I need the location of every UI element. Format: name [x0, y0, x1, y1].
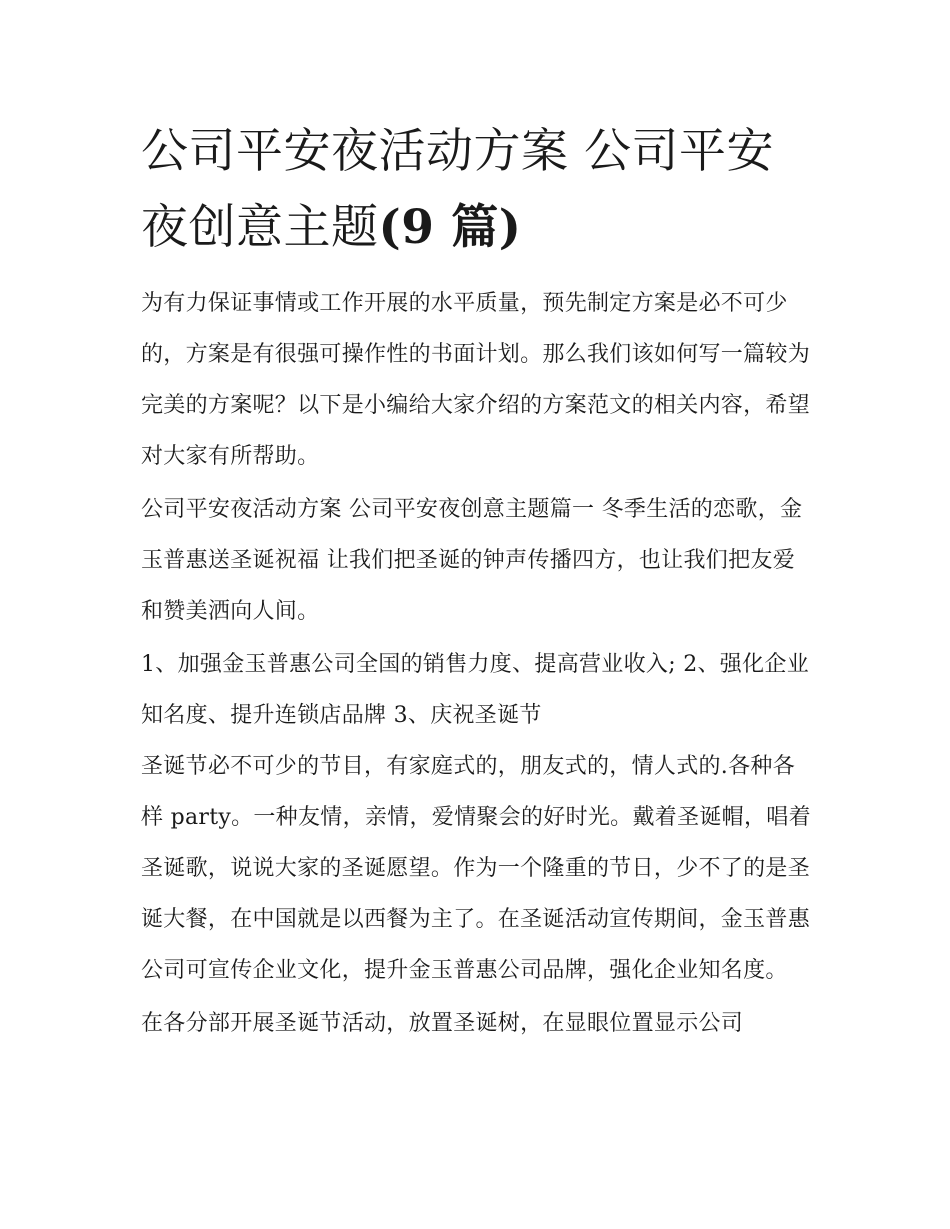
intro-paragraph: 为有力保证事情或工作开展的水平质量，预先制定方案是必不可少的，方案是有很强可操作性的书面计划。那么我们该如何写一篇较为完美的方案呢？以下是小编给大家介绍的方案范文的相关内容，希望对大家有所帮助。 [141, 291, 811, 469]
document-title [141, 114, 813, 266]
document-page [141, 114, 813, 1049]
activity-paragraph: 在各分部开展圣诞节活动，放置圣诞树，在显眼位置显示公司 [141, 1011, 744, 1036]
title-text: 公司平安夜活动方案 公司平安夜创意主题 [141, 124, 774, 255]
section-one-paragraph: 公司平安夜活动方案 公司平安夜创意主题篇一 冬季生活的恋歌，金玉普惠送圣诞祝福 让我们把圣诞的钟声传播四方，也让我们把友爱和赞美洒向人间。 [141, 497, 803, 624]
goals-paragraph: 1、加强金玉普惠公司全国的销售力度、提高营业收入; 2、强化企业知名度、提升连锁店品牌 3、庆祝圣诞节 [141, 652, 810, 728]
christmas-description-paragraph: 圣诞节必不可少的节目，有家庭式的，朋友式的，情人式的.各种各样 party。一种友情，亲情，爱情聚会的好时光。戴着圣诞帽，唱着圣诞歌，说说大家的圣诞愿望。作为一个隆重的节日，少不了的是圣诞大餐，在中国就是以西餐为主了。在圣诞活动宣传期间，金玉普惠公司可宣传企业文化，提升金玉普惠公司品牌，强化企业知名度。 [141, 754, 811, 983]
title-count: (9 篇) [378, 200, 522, 255]
